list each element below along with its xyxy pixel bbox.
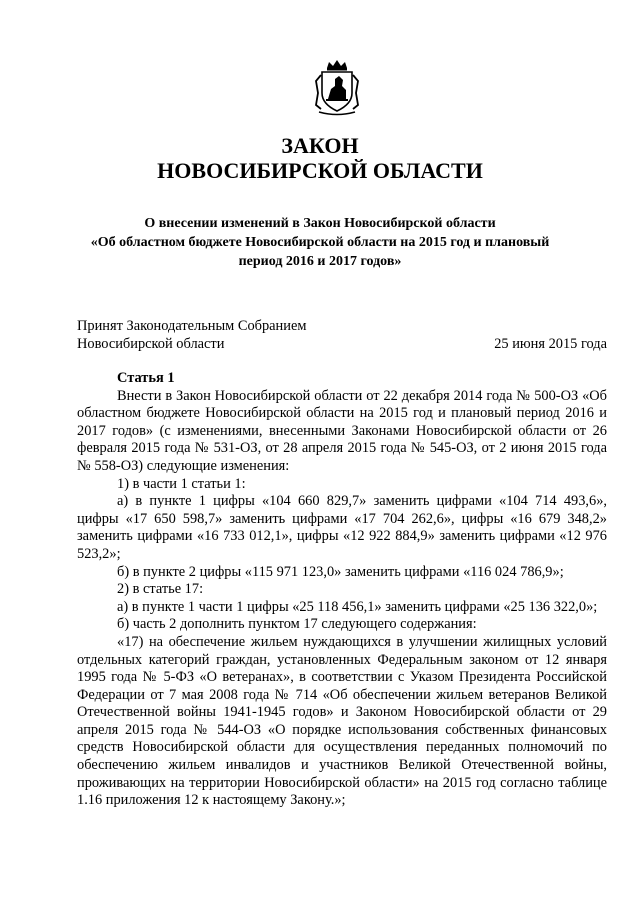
article-paragraph: а) в пункте 1 цифры «104 660 829,7» заменить цифрами «104 714 493,6», цифры «17 650 598,7» заменить цифрами «17 704 262,6», цифры «16 679 348,2» заменить цифрами «16 733 012,1», цифры «12 922 884,9» заменить цифрами «12 976 523,2»; [77,493,607,562]
adopted-by-line: Принят Законодательным Собранием [77,318,307,334]
subtitle-line-1: О внесении изменений в Закон Новосибирской области [144,216,496,231]
article-heading: Статья 1 [117,370,175,386]
article-paragraph: 2) в статье 17: [117,581,204,598]
article-paragraph: б) в пункте 2 цифры «115 971 123,0» заменить цифрами «116 024 786,9»; [117,563,564,580]
article-paragraph: Внести в Закон Новосибирской области от 22 декабря 2014 года № 500-ОЗ «Об областном бюджете Новосибирской области на 2015 год и плановый период 2016 и 2017 годов» (с изменениями, внесенными Законами Новосибирской области от 26 февраля 2015 года № 531-ОЗ, от 28 апреля 2015 года № 545-ОЗ, от 2 июня 2015 года № 558-ОЗ) следующие изменения: [77,387,607,474]
subtitle-line-2: «Об областном бюджете Новосибирской области на 2015 год и плановый [90,235,550,250]
law-subtitle [80,214,560,271]
article-paragraph: а) в пункте 1 части 1 цифры «25 118 456,1» заменить цифрами «25 136 322,0»; [117,598,598,615]
article-body [77,370,607,810]
adoption-info [77,317,607,353]
adoption-date: 25 июня 2015 года [494,336,607,352]
article-paragraph: 1) в части 1 статьи 1: [117,475,246,492]
article-paragraph: б) часть 2 дополнить пунктом 17 следующего содержания: [117,616,477,633]
title-line-2: НОВОСИБИРСКОЙ ОБЛАСТИ [157,158,483,183]
subtitle-line-3: период 2016 и 2017 годов» [238,254,402,269]
adopted-region-line: Новосибирской области [77,336,225,352]
article-paragraph: «17) на обеспечение жильем нуждающихся в улучшении жилищных условий отдельных категорий граждан, установленных Федеральным законом от 12 января 1995 года № 5-ФЗ «О ветеранах», в соответствии с Указом Президента Российской Федерации от 7 мая 2008 года № 714 «Об обеспечении жильем ветеранов Великой Отечественной войны 1941-1945 годов» и Законом Новосибирской области от 29 апреля 2015 года № 544-ОЗ «О порядке использования собственных финансовых средств Новосибирской области для осуществления переданных полномочий по обеспечению жильем инвалидов и участников Великой Отечественной войны, проживающих на территории Новосибирской области» на 2015 год согласно таблице 1.16 приложения 12 к настоящему Закону.»; [77,633,607,809]
law-title [0,133,640,183]
coat-of-arms-icon [313,59,361,117]
title-line-1: ЗАКОН [281,133,359,158]
